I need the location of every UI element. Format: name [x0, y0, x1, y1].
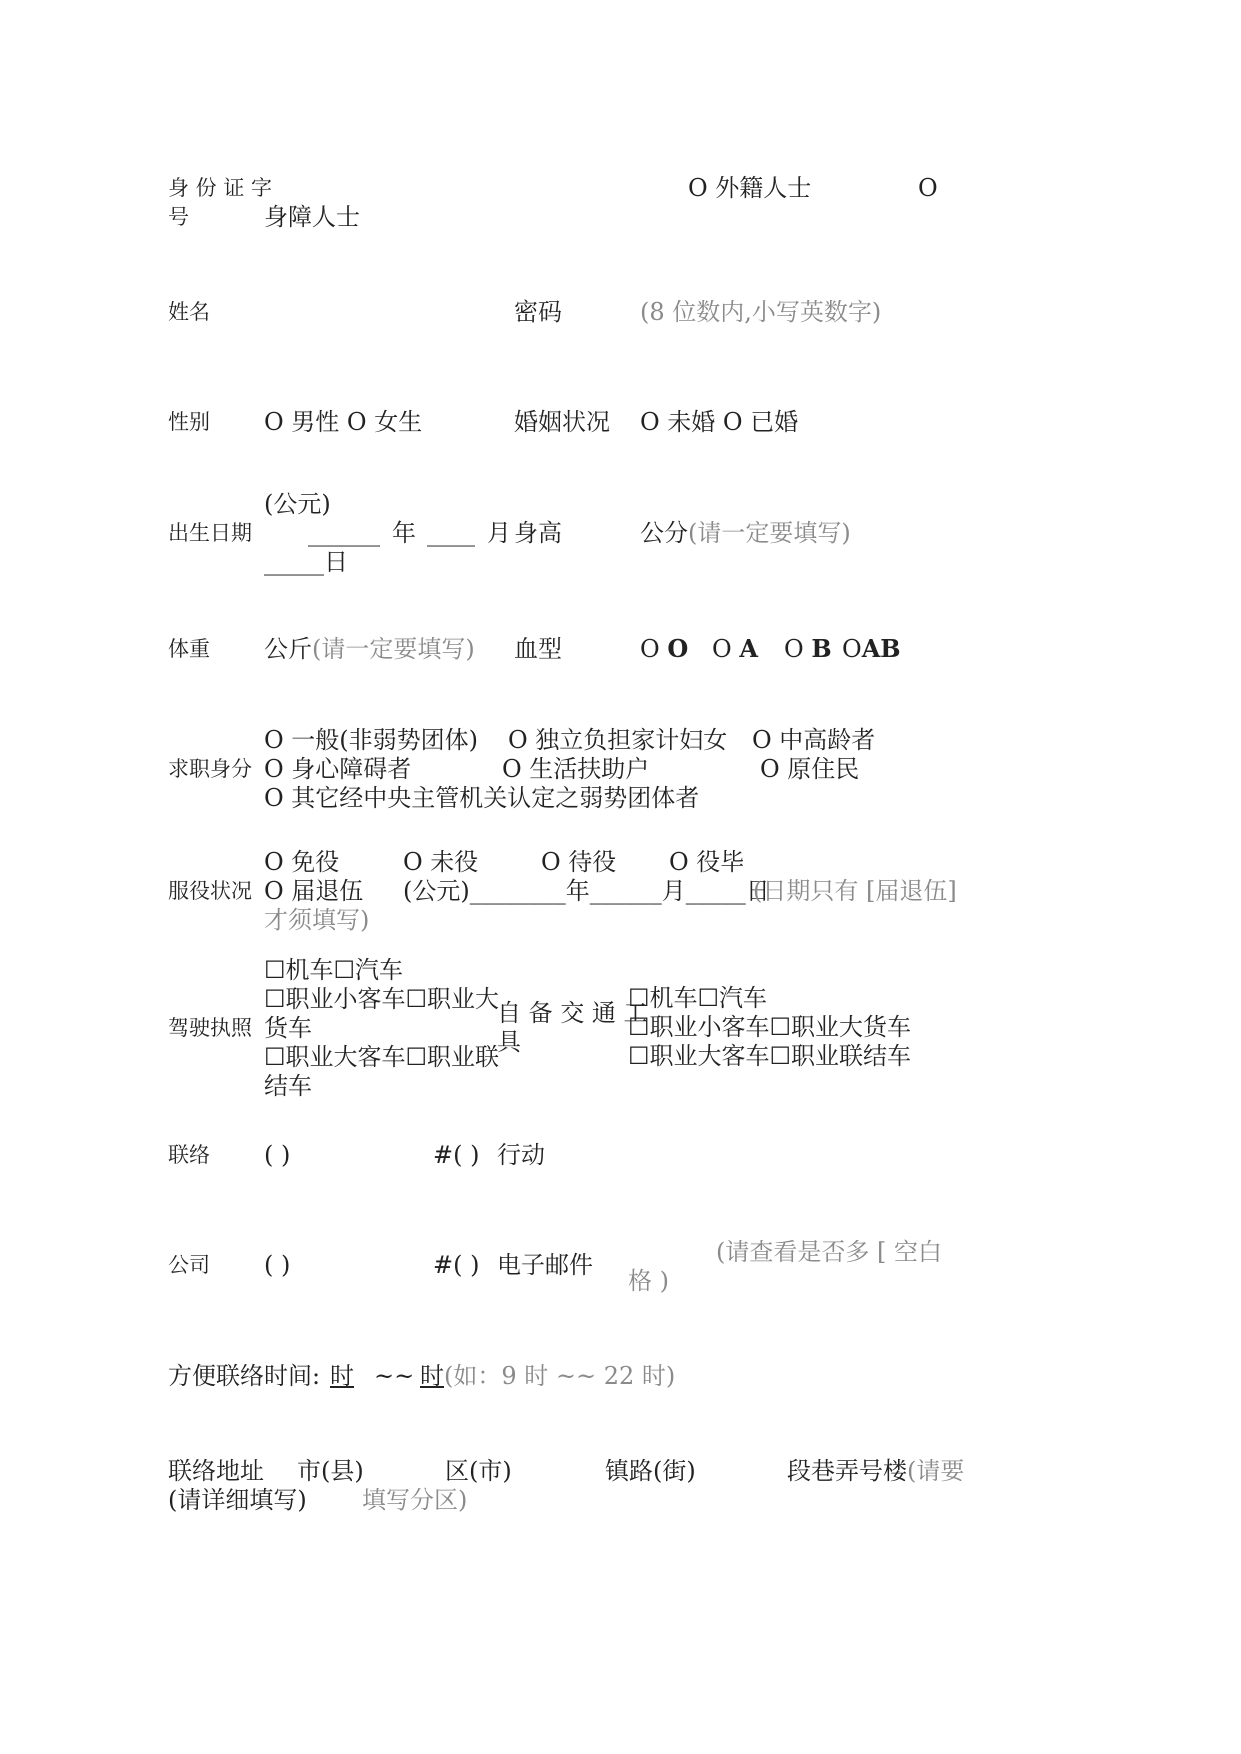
blood-type: O [667, 634, 689, 663]
company-area-code[interactable]: ( ) [264, 1251, 291, 1279]
military-option-retiring[interactable]: O 届退伍 [264, 877, 364, 905]
weight-hint: (请一定要填写) [312, 635, 475, 663]
contact-area-code[interactable]: ( ) [264, 1141, 291, 1169]
weight-unit-text: 公斤 [264, 635, 312, 663]
military-label: 服役状况 [168, 879, 252, 903]
military-option-pending[interactable]: O 待役 [541, 848, 617, 876]
license-line-2[interactable]: ☐职业小客车☐职业大 [264, 985, 500, 1013]
blood-option-ab[interactable] [842, 634, 901, 663]
blood-mark: O [712, 635, 732, 663]
id-label-line1: 身 份 证 字 [168, 176, 273, 200]
height-hint: (请一定要填写) [688, 519, 851, 547]
job-option-indigenous[interactable]: O 原住民 [760, 755, 860, 783]
birth-month-blank[interactable]: ____ [427, 519, 475, 547]
contact-extension[interactable]: #( ) [433, 1141, 480, 1169]
contact-time-to-wrap [420, 1364, 675, 1388]
height-unit [640, 521, 851, 545]
job-option-disabled[interactable]: O 身心障碍者 [264, 755, 412, 783]
gender-label: 性别 [168, 410, 210, 434]
birth-month-unit: 月 [487, 519, 511, 547]
weight-unit [264, 637, 475, 661]
birth-year-blank[interactable]: ______ [308, 519, 380, 547]
military-retire-date[interactable]: (公元)________年______月_____日 [403, 877, 770, 905]
address-hint-b: 填写分区) [362, 1486, 468, 1514]
marital-options[interactable]: O 未婚 O 已婚 [640, 408, 799, 436]
mobile-label: 行动 [497, 1141, 545, 1169]
option-disabled-mark[interactable]: O [918, 174, 938, 202]
military-option-completed[interactable]: O 役毕 [669, 848, 745, 876]
address-note: (请详细填写) [168, 1486, 307, 1514]
marital-label: 婚姻状况 [514, 408, 610, 436]
license-line-4[interactable]: ☐职业大客车☐职业联 [264, 1043, 500, 1071]
address-label: 联络地址 [168, 1457, 264, 1485]
name-label: 姓名 [168, 300, 210, 324]
address-road[interactable]: 镇路(街) [605, 1457, 696, 1485]
birth-era: (公元) [264, 490, 331, 518]
email-hint-b: 格 ) [628, 1267, 669, 1295]
license-label: 驾驶执照 [168, 1016, 252, 1040]
vehicle-label-b: 具 [497, 1028, 521, 1056]
address-detail-text: 段巷弄号楼 [787, 1457, 907, 1485]
vehicle-label-a: 自 备 交 通 工 [497, 999, 648, 1027]
company-extension[interactable]: #( ) [433, 1251, 480, 1279]
license-line-5: 结车 [264, 1072, 312, 1100]
address-city[interactable]: 市(县) [297, 1457, 364, 1485]
email-label: 电子邮件 [497, 1251, 593, 1279]
birth-year-unit: 年 [392, 519, 416, 547]
address-detail[interactable] [787, 1459, 964, 1483]
contact-label: 联络 [168, 1143, 210, 1167]
blood-option-b[interactable] [784, 634, 832, 663]
contact-time-label: 方便联络时间: [168, 1362, 321, 1390]
birth-day-line[interactable]: _____日 [264, 548, 348, 576]
job-status-label: 求职身分 [168, 757, 252, 781]
password-hint: (8 位数内,小写英数字) [640, 298, 882, 326]
license-line-3: 货车 [264, 1014, 312, 1042]
height-unit-text: 公分 [640, 519, 688, 547]
job-option-welfare[interactable]: O 生活扶助户 [502, 755, 650, 783]
blood-label: 血型 [514, 635, 562, 663]
job-option-general[interactable]: O 一般(非弱势团体) [264, 726, 479, 754]
military-option-not-served[interactable]: O 未役 [403, 848, 479, 876]
contact-time-example: (如：9 时 ~~ 22 时) [444, 1362, 676, 1390]
company-label: 公司 [168, 1253, 210, 1277]
contact-time-to[interactable]: 时 [420, 1362, 444, 1390]
blood-type: B [811, 634, 832, 663]
weight-label: 体重 [168, 637, 210, 661]
birth-label: 出生日期 [168, 521, 252, 545]
job-option-single-mother[interactable]: O 独立负担家计妇女 [508, 726, 728, 754]
military-retire-hint-a: (日期只有 [届退伍] [753, 877, 957, 905]
blood-type: A [739, 634, 758, 663]
blood-mark: O [784, 635, 804, 663]
gender-options[interactable]: O 男性 O 女生 [264, 408, 423, 436]
option-disabled-text: 身障人士 [264, 203, 360, 231]
military-option-exempt[interactable]: O 免役 [264, 848, 340, 876]
id-label-line2: 号 [168, 205, 189, 229]
height-label: 身高 [514, 519, 562, 547]
blood-option-a[interactable] [712, 634, 758, 663]
job-option-other[interactable]: O 其它经中央主管机关认定之弱势团体者 [264, 784, 700, 812]
blood-option-o[interactable] [640, 634, 689, 663]
vehicle-line-1[interactable]: ☐机车☐汽车 [628, 984, 768, 1012]
vehicle-line-2[interactable]: ☐职业小客车☐职业大货车 [628, 1013, 912, 1041]
blood-type: AB [861, 634, 901, 663]
address-hint-a: (请要 [907, 1457, 965, 1485]
blood-mark: O [640, 635, 660, 663]
blood-mark: O [842, 635, 862, 663]
license-line-1[interactable]: ☐机车☐汽车 [264, 956, 404, 984]
job-option-senior[interactable]: O 中高龄者 [752, 726, 876, 754]
military-retire-hint-b: 才须填写) [264, 906, 370, 934]
password-label: 密码 [514, 298, 562, 326]
address-district[interactable]: 区(市) [445, 1457, 512, 1485]
contact-time-tilde: ~~ [374, 1362, 415, 1390]
contact-time-from[interactable]: 时 [330, 1362, 354, 1390]
option-foreign[interactable]: O 外籍人士 [688, 174, 812, 202]
email-hint-a: (请查看是否多 [ 空白 [716, 1238, 942, 1266]
vehicle-line-3[interactable]: ☐职业大客车☐职业联结车 [628, 1042, 912, 1070]
